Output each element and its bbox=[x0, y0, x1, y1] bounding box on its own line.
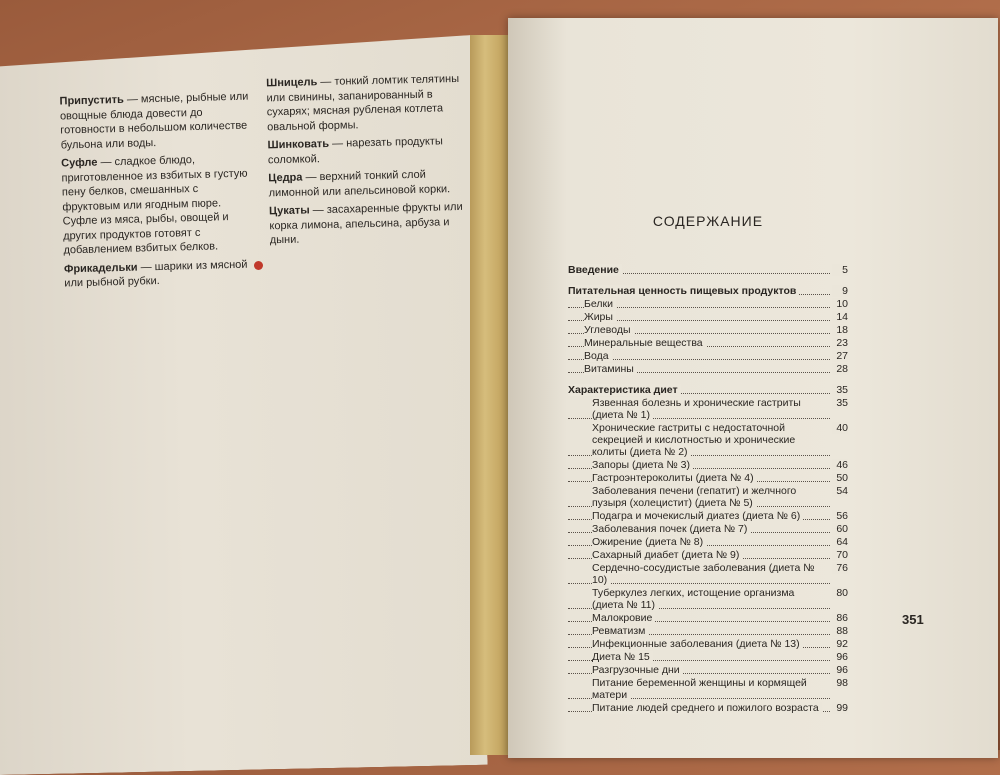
glossary-definition: — шарики из мясной или рыбной рубки. bbox=[64, 258, 248, 290]
toc-entry-page: 10 bbox=[832, 298, 848, 310]
toc-entry-title: Минеральные вещества bbox=[584, 337, 706, 349]
toc-entry bbox=[568, 587, 848, 612]
toc-entry bbox=[568, 702, 848, 715]
toc-entry-page: 28 bbox=[832, 363, 848, 375]
toc-entry-page: 80 bbox=[832, 587, 848, 599]
toc-entry-title: Инфекционные заболевания (диета № 13) bbox=[592, 638, 803, 650]
toc-entry-page: 56 bbox=[832, 510, 848, 522]
toc-entry-title: Гастроэнтероколиты (диета № 4) bbox=[592, 472, 757, 484]
toc-entry bbox=[568, 485, 848, 510]
glossary-term: Суфле bbox=[61, 156, 98, 170]
toc-entry-page: 64 bbox=[832, 536, 848, 548]
glossary-entry bbox=[267, 134, 473, 168]
toc-entry-title: Язвенная болезнь и хронические гастриты (диета № 1) bbox=[592, 397, 801, 421]
toc-entry-page: 92 bbox=[832, 638, 848, 650]
toc-entry-title: Заболевания печени (гепатит) и желчного пузыря (холецистит) (диета № 5) bbox=[592, 485, 797, 509]
glossary-definition: — нарезать продукты соломкой. bbox=[267, 135, 443, 166]
toc-entry-page: 96 bbox=[832, 664, 848, 676]
toc-entry-title: Характеристика диет bbox=[568, 384, 681, 396]
toc-entry-page: 46 bbox=[832, 459, 848, 471]
toc-entry-title: Углеводы bbox=[584, 324, 634, 336]
page-number: 351 bbox=[902, 612, 924, 627]
glossary-term: Цукаты bbox=[268, 204, 310, 218]
toc-entry-title: Диета № 15 bbox=[592, 651, 653, 663]
toc-entry bbox=[568, 651, 848, 664]
glossary-definition: — засахаренные фрукты или корка лимона, апельсина, арбуза и дыни. bbox=[269, 200, 463, 247]
toc-entry-page: 86 bbox=[832, 612, 848, 624]
toc-entry-page: 40 bbox=[832, 422, 848, 434]
glossary-term: Цедра bbox=[268, 171, 303, 185]
toc-entry-title: Питательная ценность пищевых продуктов bbox=[568, 285, 799, 297]
toc-entry bbox=[568, 562, 848, 587]
toc-entry-title: Питание людей среднего и пожилого возраста bbox=[592, 702, 822, 714]
toc-entry bbox=[568, 363, 848, 376]
glossary-column-1 bbox=[59, 90, 254, 295]
glossary-definition: — тонкий ломтик телятины или свинины, запанированный в сухарях; мясная рубленая котлета овальной формы. bbox=[266, 72, 460, 133]
toc-entry bbox=[568, 510, 848, 523]
toc-entry-page: 98 bbox=[832, 677, 848, 689]
toc-entry bbox=[568, 264, 848, 277]
toc-entry bbox=[568, 549, 848, 562]
toc-entry-page: 9 bbox=[832, 285, 848, 297]
glossary-term: Шницель bbox=[266, 76, 318, 90]
toc-entry-title: Витамины bbox=[584, 363, 637, 375]
toc-entry-title: Вода bbox=[584, 350, 612, 362]
toc-entry bbox=[568, 285, 848, 298]
glossary-definition: — верхний тонкий слой лимонной или апельсиновой корки. bbox=[268, 168, 451, 199]
toc-entry-page: 54 bbox=[832, 485, 848, 497]
toc-entry-title: Запоры (диета № 3) bbox=[592, 459, 693, 471]
toc-entry bbox=[568, 397, 848, 422]
toc-entry-title: Сахарный диабет (диета № 9) bbox=[592, 549, 742, 561]
toc-entry bbox=[568, 677, 848, 702]
toc-entry-page: 50 bbox=[832, 472, 848, 484]
glossary-term: Припустить bbox=[59, 93, 125, 108]
toc-entry-page: 76 bbox=[832, 562, 848, 574]
glossary-entry bbox=[266, 72, 472, 135]
toc-entry-title: Хронические гастриты с недостаточной секрецией и кислотностью и хронические колиты (диета № 2) bbox=[592, 422, 796, 458]
toc-entry-title: Туберкулез легких, истощение организма (диета № 11) bbox=[592, 587, 795, 611]
toc-entry bbox=[568, 324, 848, 337]
glossary-column-2 bbox=[266, 72, 475, 252]
toc-entry bbox=[568, 472, 848, 485]
toc-entry bbox=[568, 536, 848, 549]
toc-entry-page: 88 bbox=[832, 625, 848, 637]
toc-entry bbox=[568, 298, 848, 311]
glossary-entry bbox=[268, 167, 474, 201]
glossary-entry bbox=[269, 200, 475, 248]
toc-entry bbox=[568, 459, 848, 472]
toc-entry-page: 5 bbox=[832, 264, 848, 276]
toc-entry-title: Белки bbox=[584, 298, 616, 310]
toc-entry-page: 70 bbox=[832, 549, 848, 561]
toc-entry-page: 35 bbox=[832, 397, 848, 409]
red-ink-dot bbox=[254, 261, 263, 270]
toc-entry bbox=[568, 350, 848, 363]
table-of-contents bbox=[568, 264, 848, 715]
toc-entry-page: 23 bbox=[832, 337, 848, 349]
toc-entry bbox=[568, 422, 848, 459]
toc-entry-title: Сердечно-сосудистые заболевания (диета № 10) bbox=[592, 562, 815, 586]
toc-entry-title: Малокровие bbox=[592, 612, 655, 624]
toc-entry bbox=[568, 664, 848, 677]
toc-title: СОДЕРЖАНИЕ bbox=[652, 213, 764, 229]
toc-entry bbox=[568, 523, 848, 536]
glossary-term: Шинковать bbox=[267, 137, 330, 152]
toc-entry bbox=[568, 612, 848, 625]
toc-entry bbox=[568, 337, 848, 350]
toc-entry-title: Разгрузочные дни bbox=[592, 664, 683, 676]
toc-entry-page: 35 bbox=[832, 384, 848, 396]
toc-entry bbox=[568, 638, 848, 651]
toc-entry-title: Введение bbox=[568, 264, 622, 276]
toc-entry bbox=[568, 311, 848, 324]
toc-entry-title: Ожирение (диета № 8) bbox=[592, 536, 706, 548]
toc-entry-page: 60 bbox=[832, 523, 848, 535]
toc-entry-page: 96 bbox=[832, 651, 848, 663]
toc-entry-title: Ревматизм bbox=[592, 625, 648, 637]
toc-entry-title: Подагра и мочекислый диатез (диета № 6) bbox=[592, 510, 803, 522]
toc-entry-title: Жиры bbox=[584, 311, 616, 323]
toc-entry-page: 18 bbox=[832, 324, 848, 336]
glossary-definition: — сладкое блюдо, приготовленное из взбитых в густую пену белков, смешанных с фруктовым или ягодным пюре. Суфле из мяса, рыбы, овощей и других продуктов готовят с добавлением взбитых белков. bbox=[61, 153, 248, 257]
glossary-entry bbox=[61, 152, 254, 258]
glossary-entry bbox=[64, 257, 255, 291]
toc-entry-page: 27 bbox=[832, 350, 848, 362]
toc-entry-title: Питание беременной женщины и кормящей матери bbox=[592, 677, 807, 701]
toc-entry-page: 99 bbox=[832, 702, 848, 714]
toc-entry bbox=[568, 384, 848, 397]
glossary-entry bbox=[59, 90, 250, 153]
toc-entry-title: Заболевания почек (диета № 7) bbox=[592, 523, 750, 535]
glossary-term: Фрикадельки bbox=[63, 261, 138, 275]
toc-entry bbox=[568, 625, 848, 638]
toc-entry-page: 14 bbox=[832, 311, 848, 323]
glossary-definition: — мясные, рыбные или овощные блюда довести до готовности в небольшом количестве бульона или воды. bbox=[59, 90, 249, 152]
